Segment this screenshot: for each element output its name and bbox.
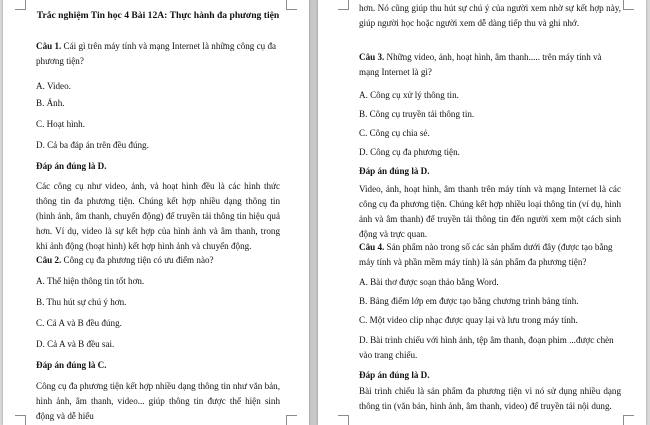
question-1-option-a: A. Video. — [36, 81, 71, 91]
question-1-explanation: Các công cụ như video, ảnh, và hoạt hình đều là các hình thức thông tin đa phương tiện. Chúng kết hợp nhiều dạng thông tin (hình ảnh, âm thanh, chuyển động) để truyền tải thông tin hiệu quả hơn. Ví dụ, video là sự kết hợp của hình ảnh và âm thanh, trong khi ảnh động (hoạt hình) kết hợp hình ảnh và chuyển động. — [36, 181, 280, 251]
question-3 — [359, 50, 621, 80]
question-4-answer: Đáp án đúng là D. — [359, 370, 430, 380]
question-2-explanation: Công cụ đa phương tiện kết hợp nhiều dạng thông tin như văn bản, hình ảnh, âm thanh, video... giúp thông tin được thể hiện sinh động và dễ hiểu — [36, 381, 280, 421]
question-1-option-b: B. Ảnh. — [36, 98, 65, 108]
question-4 — [359, 240, 621, 270]
question-4-option-b: B. Bảng điểm lớp em được tạo bằng chương trình bảng tính. — [359, 296, 579, 306]
question-3-option-a: A. Công cụ xử lý thông tin. — [359, 90, 459, 100]
question-1 — [36, 39, 280, 69]
question-4-label: Câu 4. — [359, 242, 385, 252]
question-4-explanation: Bài trình chiếu là sản phẩm đa phương tiện vì nó sử dụng nhiều dạng thông tin (văn bản, hình ảnh, âm thanh, video) để truyền tải nội dung. — [359, 386, 621, 411]
question-2-text: Công cụ đa phương tiện có ưu điểm nào? — [61, 255, 214, 265]
crop-mark — [338, 415, 349, 425]
crop-mark — [623, 415, 634, 425]
question-1-text: Cái gì trên máy tính và mạng Internet là những công cụ đa phương tiện? — [36, 41, 277, 66]
question-3-option-d: D. Công cụ đa phương tiện. — [359, 147, 460, 157]
document-page-right — [318, 0, 646, 425]
question-4-option-c: C. Một video clip nhạc được quay lại và lưu trong máy tính. — [359, 315, 578, 325]
question-2-explanation-continued: hơn. Nó cũng giúp thu hút sự chú ý của người xem nhờ sự kết hợp này, giúp người học hoặc người xem dễ dàng tiếp thu và ghi nhớ. — [359, 3, 621, 28]
crop-mark — [286, 0, 297, 10]
page-gap — [309, 0, 318, 425]
question-2-option-c: C. Cả A và B đều đúng. — [36, 318, 122, 328]
question-1-answer: Đáp án đúng là D. — [36, 161, 107, 171]
crop-mark — [15, 0, 26, 10]
question-2-answer: Đáp án đúng là C. — [36, 360, 107, 370]
crop-mark — [15, 415, 26, 425]
question-3-label: Câu 3. — [359, 52, 385, 62]
document-page-left — [3, 0, 309, 425]
crop-mark — [286, 415, 297, 425]
question-3-answer: Đáp án đúng là D. — [359, 166, 430, 176]
question-2 — [36, 253, 280, 268]
question-3-option-c: C. Công cụ chia sẻ. — [359, 128, 430, 138]
question-2-option-d: D. Cả A và B đều sai. — [36, 339, 115, 349]
question-2-label: Câu 2. — [36, 255, 62, 265]
question-1-option-d: D. Cả ba đáp án trên đều đúng. — [36, 140, 149, 150]
question-3-explanation: Video, ảnh, hoạt hình, âm thanh trên máy tính và mạng Internet là các công cụ đa phương tiện. Chúng kết hợp nhiều loại thông tin (ví dụ, hình ảnh và âm thanh) để truyền tải thông tin đến người xem một cách sinh động và trực quan. — [359, 184, 621, 239]
question-2-option-b: B. Thu hút sự chú ý hơn. — [36, 297, 127, 307]
document-title: Trắc nghiệm Tin học 4 Bài 12A: Thực hành đa phương tiện — [36, 10, 280, 21]
question-4-text: Sản phẩm nào trong số các sản phẩm dưới đây (được tạo bằng máy tính và phần mềm máy tính) là sản phẩm đa phương tiện? — [359, 242, 613, 267]
question-4-option-d: D. Bài trình chiếu với hình ảnh, tệp âm thanh, đoạn phim ...được chèn vào trang chiếu. — [359, 335, 614, 360]
question-3-option-b: B. Công cụ truyền tải thông tin. — [359, 109, 475, 119]
question-4-option-a: A. Bài thơ được soạn thảo bằng Word. — [359, 277, 499, 287]
crop-mark — [623, 0, 634, 10]
crop-mark — [338, 0, 349, 10]
question-1-label: Câu 1. — [36, 41, 62, 51]
question-2-option-a: A. Thể hiện thông tin tốt hơn. — [36, 276, 145, 286]
question-3-text: Những video, ảnh, hoạt hình, âm thanh..... trên máy tính và mạng Internet là gì? — [359, 52, 602, 77]
question-1-option-c: C. Hoạt hình. — [36, 119, 86, 129]
